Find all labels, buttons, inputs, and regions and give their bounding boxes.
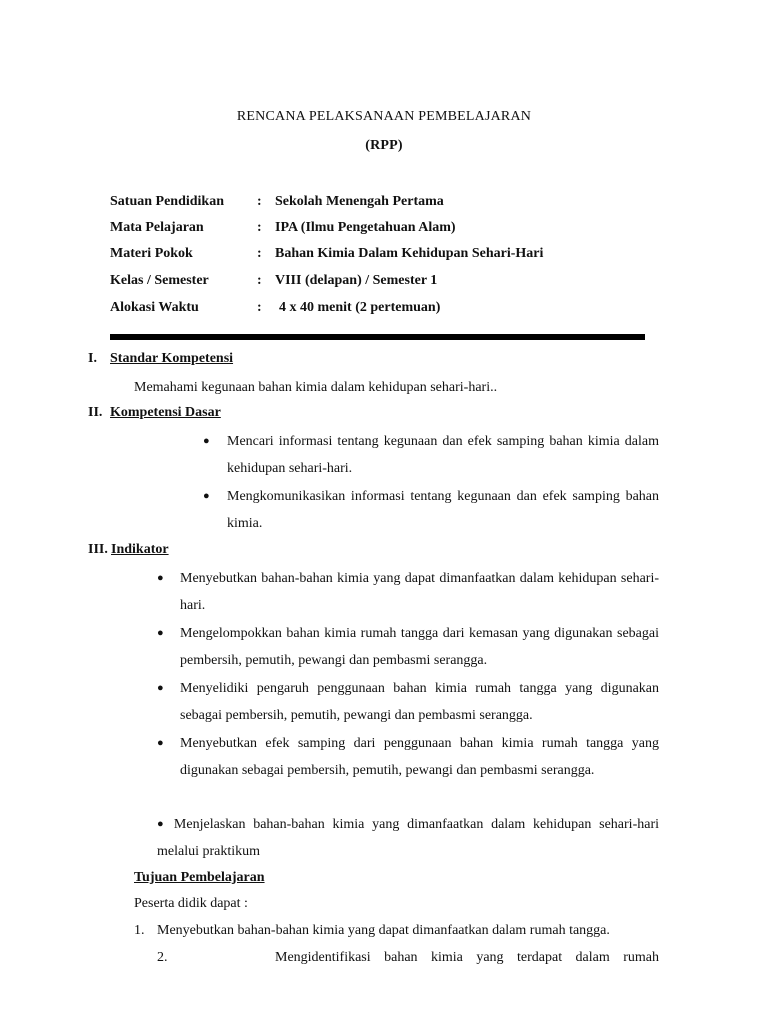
info-row-alokasi-waktu — [110, 300, 670, 320]
info-row-kelas-semester — [110, 273, 670, 293]
kompetensi-item: Mengkomunikasikan informasi tentang kegunaan dan efek samping bahan kimia. — [227, 489, 659, 531]
info-label: Mata Pelajaran — [110, 220, 204, 235]
tujuan-item: Mengidentifikasi bahan kimia yang terdapat dalam rumah — [275, 950, 659, 965]
header-divider — [110, 334, 645, 340]
info-label: Kelas / Semester — [110, 273, 209, 288]
tujuan-item-number: 1. — [134, 923, 145, 938]
tujuan-item-number: 2. — [157, 950, 168, 965]
info-row-satuan — [110, 194, 670, 214]
indikator-item: Mengelompokkan bahan kimia rumah tangga dari kemasan yang digunakan sebagai pembersih, pemutih, pewangi dan pembasmi serangga. — [180, 626, 659, 668]
info-label: Satuan Pendidikan — [110, 194, 224, 209]
kompetensi-item: Mencari informasi tentang kegunaan dan efek samping bahan kimia dalam kehidupan sehari-hari. — [227, 434, 659, 476]
info-colon: : — [257, 273, 262, 288]
info-label: Materi Pokok — [110, 246, 193, 261]
info-value: Bahan Kimia Dalam Kehidupan Sehari-Hari — [275, 246, 544, 261]
bullet-icon: ● — [157, 627, 164, 639]
info-colon: : — [257, 300, 262, 315]
section-number: I. — [88, 351, 97, 366]
document-title: RENCANA PELAKSANAAN PEMBELAJARAN — [236, 109, 532, 124]
info-row-materi-pokok — [110, 246, 670, 266]
info-row-mata-pelajaran — [110, 220, 670, 240]
info-value: 4 x 40 menit (2 pertemuan) — [279, 300, 441, 315]
bullet-icon: ● — [203, 435, 210, 447]
section-heading-standar-kompetensi: Standar Kompetensi — [110, 351, 234, 366]
info-colon: : — [257, 246, 262, 261]
section-heading-tujuan-pembelajaran: Tujuan Pembelajaran — [134, 870, 265, 885]
tujuan-intro: Peserta didik dapat : — [134, 896, 248, 911]
info-label: Alokasi Waktu — [110, 300, 199, 315]
document-subtitle: (RPP) — [365, 138, 403, 153]
info-colon: : — [257, 220, 262, 235]
bullet-icon: ● — [157, 818, 168, 830]
bullet-icon: ● — [157, 572, 164, 584]
section-number: II. — [88, 405, 103, 420]
bullet-icon: ● — [157, 737, 164, 749]
bullet-icon: ● — [157, 682, 164, 694]
section-number: III. — [88, 542, 108, 557]
indikator-item: Menyelidiki pengaruh penggunaan bahan kimia rumah tangga yang digunakan sebagai pembersih, pemutih, pewangi dan pembasmi serangga. — [180, 681, 659, 723]
tujuan-item: Menyebutkan bahan-bahan kimia yang dapat dimanfaatkan dalam rumah tangga. — [157, 923, 610, 938]
indikator-item: Menyebutkan bahan-bahan kimia yang dapat dimanfaatkan dalam kehidupan sehari-hari. — [180, 571, 659, 613]
info-value: IPA (Ilmu Pengetahuan Alam) — [275, 220, 456, 235]
info-value: Sekolah Menengah Pertama — [275, 194, 444, 209]
standar-kompetensi-text: Memahami kegunaan bahan kimia dalam kehidupan sehari-hari.. — [134, 380, 498, 395]
section-heading-kompetensi-dasar: Kompetensi Dasar — [110, 405, 221, 420]
indikator-item — [157, 811, 659, 865]
info-colon: : — [257, 194, 262, 209]
section-heading-indikator: Indikator — [111, 542, 169, 557]
info-value: VIII (delapan) / Semester 1 — [275, 273, 438, 288]
indikator-item: Menyebutkan efek samping dari penggunaan bahan kimia rumah tangga yang digunakan sebagai pembersih, pemutih, pewangi dan pembasmi serangga. — [180, 736, 659, 778]
indikator-item-text: Menjelaskan bahan-bahan kimia yang dimanfaatkan dalam kehidupan sehari-hari melalui praktikum — [157, 817, 659, 859]
bullet-icon: ● — [203, 490, 210, 502]
